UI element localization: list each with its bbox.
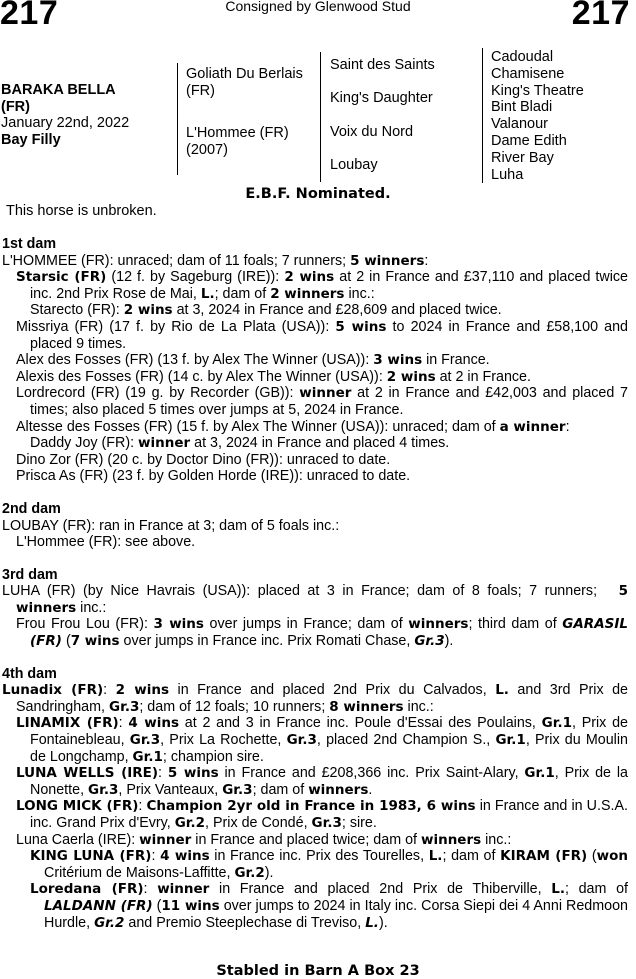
progeny-entry: Luna Caerla (IRE): winner in France and placed twice; dam of winners inc.: xyxy=(16,831,512,848)
pedigree-dam-sire: Voix du Nord xyxy=(330,124,414,140)
lot-number-right: 217 xyxy=(571,0,630,32)
pedigree-sire-dam: King's Daughter xyxy=(330,90,433,106)
pedigree-dam: L'Hommee (FR) (2007) xyxy=(186,125,289,158)
progeny-entry: LINAMIX (FR): 4 wins at 2 and 3 in France inc. Poule d'Essai des Poulains, Gr.1, Prix de Fontainebleau, Gr.3, Prix La Rochette, Gr.3, placed 2nd Champion S., Gr.1, Prix du Moulin de Longchamp, Gr.1; champion sire. xyxy=(16,715,628,765)
stabled-location: Stabled in Barn A Box 23 xyxy=(216,963,420,979)
fourth-dam-heading: 4th dam xyxy=(2,665,57,682)
catalogue-body xyxy=(2,236,628,931)
lot-number-left: 217 xyxy=(0,0,59,32)
pedigree-g3-item: Chamisene xyxy=(491,65,565,82)
consignor: Consigned by Glenwood Stud xyxy=(225,0,411,14)
horse-info xyxy=(1,82,129,148)
progeny-entry: KING LUNA (FR): 4 wins in France inc. Prix des Tourelles, L.; dam of KIRAM (FR) (won Critérium de Maisons-Laffitte, Gr.2). xyxy=(30,848,629,881)
first-dam-heading: 1st dam xyxy=(2,236,57,252)
horse-sex: Bay Filly xyxy=(1,131,61,148)
progeny-entry: LONG MICK (FR): Champion 2yr old in France in 1983, 6 wins in France and in U.S.A. inc. Grand Prix d'Evry, Gr.2, Prix de Condé, Gr.3; sire. xyxy=(16,798,628,831)
progeny-entry: Frou Frou Lou (FR): 3 wins over jumps in France; dam of winners; third dam of GARASIL (FR) (7 wins over jumps in France inc. Prix Romati Chase, Gr.3). xyxy=(16,616,628,650)
progeny-entry: Starecto (FR): 2 wins at 3, 2024 in France and £28,609 and placed twice. xyxy=(30,302,502,319)
bracket-line-3 xyxy=(482,48,483,183)
third-dam-heading: 3rd dam xyxy=(2,566,58,583)
second-dam-heading: 2nd dam xyxy=(2,500,61,517)
pedigree-sire-sire: Saint des Saints xyxy=(330,57,435,73)
bracket-line-1 xyxy=(177,63,178,175)
progeny-entry: Starsic (FR) (12 f. by Sageburg (IRE)): 2 wins at 2 in France and £37,110 and placed twice inc. 2nd Prix Rose de Mai, L.; dam of 2 winners inc.: xyxy=(16,269,628,302)
pedigree-g3-item: Luha xyxy=(491,166,524,183)
horse-foaled: January 22nd, 2022 xyxy=(1,115,130,131)
progeny-entry: Lordrecord (FR) (19 g. by Recorder (GB)): winner at 2 in France and £42,003 and placed 7 times; also placed 5 times over jumps at 5, 2024 in France. xyxy=(16,385,629,418)
pedigree-g3-item: Bint Bladi xyxy=(491,99,553,116)
pedigree-sire: Goliath Du Berlais (FR) xyxy=(186,66,303,99)
progeny-entry: Altesse des Fosses (FR) (15 f. by Alex The Winner (USA)): unraced; dam of a winner: xyxy=(16,418,570,435)
unbroken-note: This horse is unbroken. xyxy=(6,203,157,219)
progeny-entry: Prisca As (FR) (23 f. by Golden Horde (IRE)): unraced to date. xyxy=(16,468,411,485)
pedigree-g3-item: Cadoudal xyxy=(491,49,554,65)
progeny-entry: Daddy Joy (FR): winner at 3, 2024 in France and placed 4 times. xyxy=(30,435,450,452)
second-dam-line: LOUBAY (FR): ran in France at 3; dam of 5 foals inc.: xyxy=(2,517,340,534)
horse-country: (FR) xyxy=(1,98,30,115)
horse-name: BARAKA BELLA xyxy=(1,82,116,98)
ebf-nominated: E.B.F. Nominated. xyxy=(245,186,391,202)
first-dam-line: L'HOMMEE (FR): unraced; dam of 11 foals; 7 runners; 5 winners: xyxy=(2,252,429,269)
progeny-entry: Missriya (FR) (17 f. by Rio de La Plata (USA)): 5 wins to 2024 in France and £58,100 and placed 9 times. xyxy=(16,318,629,352)
third-dam-line: LUHA (FR) (by Nice Havrais (USA)): placed at 3 in France; dam of 8 foals; 7 runners; 5 winners inc.: xyxy=(2,583,628,616)
pedigree-g3-list xyxy=(491,49,584,183)
pedigree-g3-item: River Bay xyxy=(491,149,554,166)
pedigree-g3-item: Valanour xyxy=(491,116,548,133)
progeny-entry: Alexis des Fosses (FR) (14 c. by Alex The Winner (USA)): 2 wins at 2 in France. xyxy=(16,368,531,385)
bracket-line-2 xyxy=(320,52,321,182)
pedigree-dam-dam: Loubay xyxy=(330,157,378,173)
progeny-entry: LUNA WELLS (IRE): 5 wins in France and £208,366 inc. Prix Saint-Alary, Gr.1, Prix de la Nonette, Gr.3, Prix Vanteaux, Gr.3; dam of winners. xyxy=(16,765,628,798)
pedigree-g3-item: Dame Edith xyxy=(491,132,567,149)
progeny-entry: L'Hommee (FR): see above. xyxy=(16,534,196,551)
progeny-entry: Loredana (FR): winner in France and placed 2nd Prix de Thiberville, L.; dam of LALDANN (FR) (11 wins over jumps to 2024 in Italy inc. Corsa Siepi dei 4 Anni Redmoon Hurdle, Gr.2 and Premio Steeplechase di Treviso, L.). xyxy=(30,881,629,931)
progeny-entry: Dino Zor (FR) (20 c. by Doctor Dino (FR)): unraced to date. xyxy=(16,451,391,468)
pedigree-g3-item: King's Theatre xyxy=(491,82,584,99)
fourth-dam-line: Lunadix (FR): 2 wins in France and placed 2nd Prix du Calvados, L. and 3rd Prix de Sandringham, Gr.3; dam of 12 foals; 10 runners; 8 winners inc.: xyxy=(2,682,629,715)
progeny-entry: Alex des Fosses (FR) (13 f. by Alex The Winner (USA)): 3 wins in France. xyxy=(16,352,490,369)
